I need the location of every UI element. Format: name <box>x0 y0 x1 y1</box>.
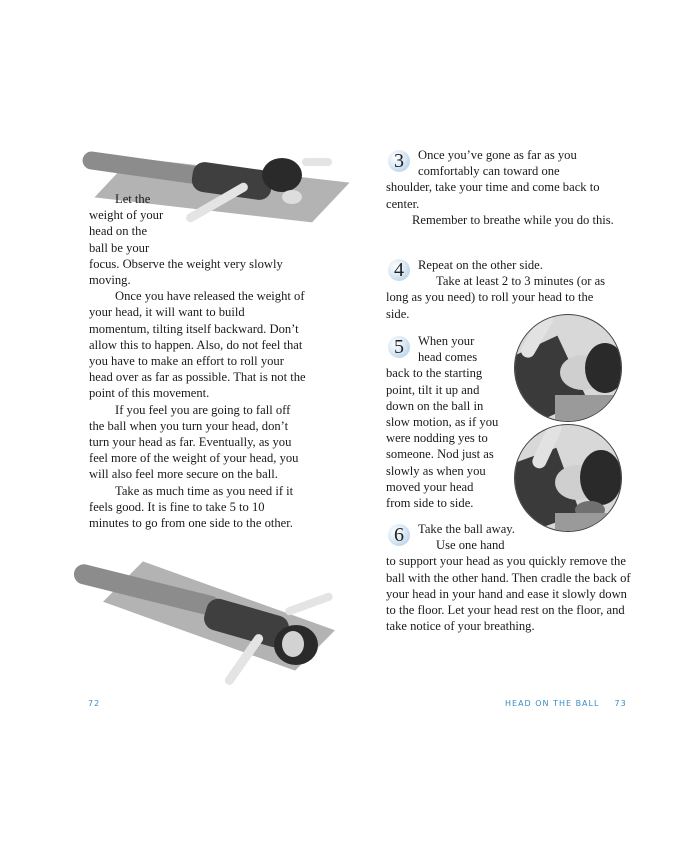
right-page-number: 73 <box>614 699 627 708</box>
step-text-line: moved your head <box>386 479 474 494</box>
step-text: Take at least 2 to 3 minutes (or as long as you need) to roll your head to the side. <box>386 274 606 321</box>
step-number-badge: 3 <box>388 150 410 172</box>
step-lead-line: comfortably can toward one <box>418 164 560 179</box>
step-3 <box>386 147 614 228</box>
step-lead-line: Repeat on the other side. <box>418 258 543 272</box>
step-number-badge: 4 <box>388 259 410 281</box>
step-4 <box>386 257 614 322</box>
bottom-exercise-photo <box>64 555 354 690</box>
paragraph: Once you have released the weight of your head, it will want to build momentum, tilting itself backward. Don’t allow this to happen. Also, do not feel that you have to make an effort to roll your head over as far as possible. That is not the point of this movement. <box>89 289 306 401</box>
head-tilt-up-photo <box>514 314 622 422</box>
running-head: HEAD ON THE BALL <box>505 699 600 708</box>
step-number-badge: 5 <box>388 336 410 358</box>
paragraph: Take as much time as you need if it feels good. It is fine to take 5 to 10 minutes to go from one side to the other. <box>89 483 294 531</box>
step-text-line: were nodding yes to <box>386 431 488 446</box>
step-lead-line: Use one hand <box>436 538 505 553</box>
paragraph: Let the weight of your head on the ball be your focus. Observe the weight very slowly moving. <box>89 192 283 288</box>
step-lead-line: When your <box>418 334 475 348</box>
step-text-line: someone. Nod just as <box>386 447 494 462</box>
step-lead-line: head comes <box>418 350 478 365</box>
image-wrap-spacer <box>167 191 307 255</box>
step-text: to support your head as you quickly remove the ball with the other hand. Then cradle the back of your head in your hand and ease it slowly down to the floor. Let your head rest on the floor, and take notice of your breathing. <box>386 554 631 634</box>
step-text: shoulder, take your time and come back to center. <box>386 180 600 211</box>
running-head-footer <box>505 699 627 708</box>
step-lead-line: Take the ball away. <box>418 522 515 536</box>
step-6 <box>386 521 636 634</box>
step-text-line: slowly as when you <box>386 463 486 478</box>
step-number-badge: 6 <box>388 524 410 546</box>
left-text-column <box>89 191 307 531</box>
step-text-line: down on the ball in <box>386 398 484 413</box>
step-text-line: back to the starting <box>386 366 483 381</box>
step-text-line: from side to side. <box>386 496 474 511</box>
left-page-number: 72 <box>88 699 101 708</box>
step-text-line: point, tilt it up and <box>386 382 480 397</box>
step-lead-line: Once you’ve gone as far as you <box>418 148 577 162</box>
step-extra-text: Remember to breathe while you do this. <box>412 212 614 227</box>
step-5 <box>386 333 516 511</box>
paragraph: If you feel you are going to fall off the ball when you turn your head, don’t turn your head as far. Eventually, as you feel more of the weight of your head, you will also feel more secure on the ball. <box>89 402 299 482</box>
head-tilt-down-photo <box>514 424 622 532</box>
step-text-line: slow motion, as if you <box>386 415 499 430</box>
